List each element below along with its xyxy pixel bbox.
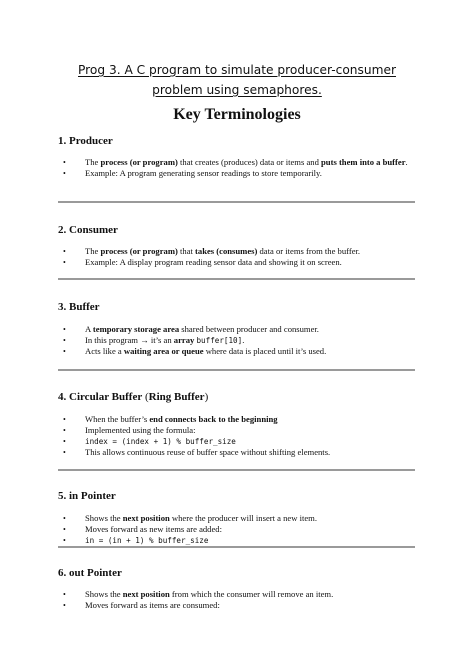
title-line-2: problem using semaphores. xyxy=(152,83,322,97)
in-pointer-bullets xyxy=(63,513,425,546)
bullet-icon: • xyxy=(63,325,66,334)
document-title xyxy=(0,60,474,100)
list-item: • The process (or program) that creates (produces) data or items and puts them into a buffer. xyxy=(63,157,408,167)
section-divider xyxy=(58,469,415,471)
bullet-icon: • xyxy=(63,258,66,267)
list-item xyxy=(63,535,425,546)
buffer-bullets xyxy=(63,324,425,357)
heading-in-pointer: 5. in Pointer xyxy=(58,490,116,502)
out-pointer-bullets xyxy=(63,589,425,611)
circular-buffer-bullets xyxy=(63,414,425,458)
section-divider xyxy=(58,278,415,280)
section-divider xyxy=(58,201,415,203)
list-item: • Acts like a waiting area or queue where data is placed until it’s used. xyxy=(63,346,327,356)
list-item: • Example: A display program reading sensor data and showing it on screen. xyxy=(63,257,342,267)
list-item: • Shows the next position from which the consumer will remove an item. xyxy=(63,589,334,599)
list-item: • Moves forward as items are consumed: xyxy=(63,600,220,610)
list-item: • In this program → it’s an array buffer[10]. xyxy=(63,335,245,345)
bullet-icon: • xyxy=(63,169,66,178)
bullet-icon: • xyxy=(63,415,66,424)
bullet-icon: • xyxy=(63,158,66,167)
section-subtitle: Key Terminologies xyxy=(173,106,301,123)
bullet-icon: • xyxy=(63,525,66,534)
bullet-icon: • xyxy=(63,347,66,356)
bullet-icon: • xyxy=(63,247,66,256)
list-item: • Shows the next position where the producer will insert a new item. xyxy=(63,513,318,523)
list-item: • The process (or program) that takes (consumes) data or items from the buffer. xyxy=(63,246,361,256)
in-formula-code: in = (in + 1) % buffer_size xyxy=(85,536,209,545)
list-item: • Example: A program generating sensor readings to store temporarily. xyxy=(63,168,322,178)
heading-consumer: 2. Consumer xyxy=(58,224,118,236)
list-item: • A temporary storage area shared between producer and consumer. xyxy=(63,324,319,334)
heading-buffer: 3. Buffer xyxy=(58,301,100,313)
list-item: • Implemented using the formula: xyxy=(63,425,196,435)
index-formula-code: index = (index + 1) % buffer_size xyxy=(85,437,236,446)
bullet-icon: • xyxy=(63,590,66,599)
bullet-icon: • xyxy=(63,601,66,610)
bullet-icon: • xyxy=(63,536,66,545)
bullet-icon: • xyxy=(63,437,66,446)
list-item xyxy=(63,436,425,447)
heading-circular-buffer: 4. Circular Buffer (Ring Buffer) xyxy=(58,391,209,403)
bullet-icon: • xyxy=(63,514,66,523)
list-item: • This allows continuous reuse of buffer space without shifting elements. xyxy=(63,447,331,457)
title-line-1: Prog 3. A C program to simulate producer-consumer xyxy=(78,63,396,77)
bullet-icon: • xyxy=(63,426,66,435)
list-item: • Moves forward as new items are added: xyxy=(63,524,222,534)
bullet-icon: • xyxy=(63,336,66,345)
producer-bullets xyxy=(63,157,425,179)
bullet-icon: • xyxy=(63,448,66,457)
section-divider xyxy=(58,546,415,548)
section-divider xyxy=(58,369,415,371)
list-item: • When the buffer’s end connects back to the beginning xyxy=(63,414,278,424)
consumer-bullets xyxy=(63,246,425,268)
heading-producer: 1. Producer xyxy=(58,135,113,147)
heading-out-pointer: 6. out Pointer xyxy=(58,567,122,579)
